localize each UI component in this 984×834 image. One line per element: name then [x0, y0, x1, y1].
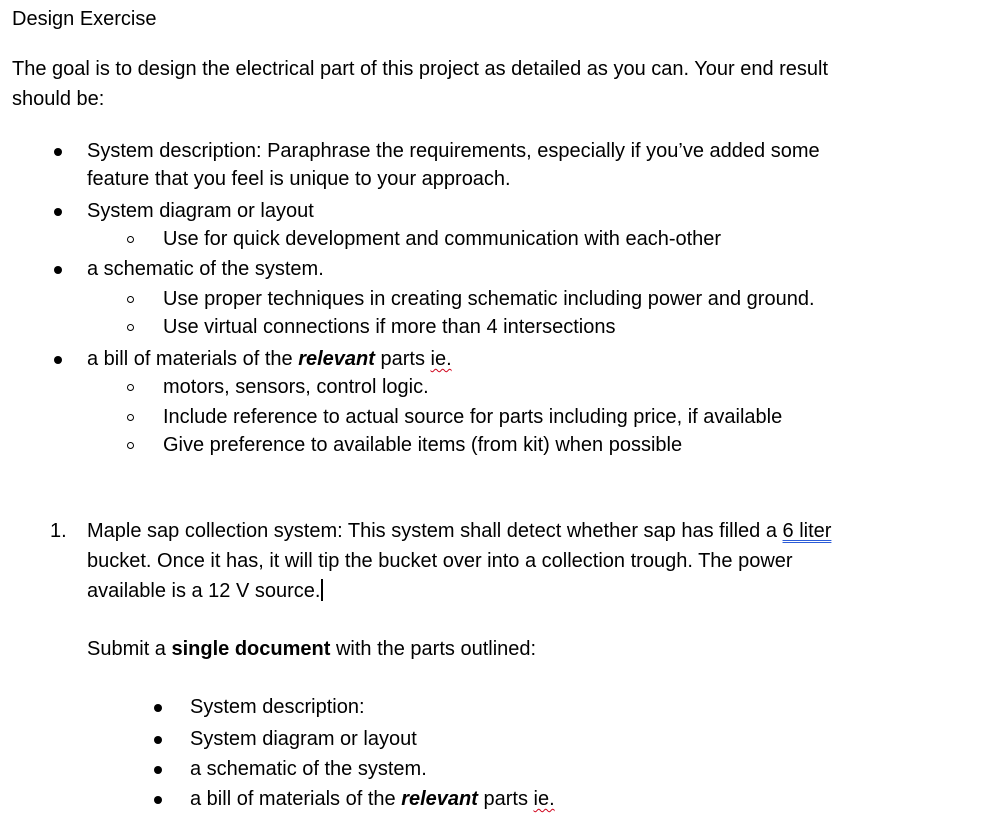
task-line-2: bucket. Once it has, it will tip the bucket over into a collection trough. The power — [87, 550, 793, 572]
sub-bullet-icon — [127, 324, 134, 331]
bullet-icon — [54, 356, 62, 364]
checklist-item-1: System description: — [190, 696, 365, 718]
task-line-1 — [87, 517, 831, 545]
checklist-item-4-prefix: a bill of materials of the — [190, 788, 402, 810]
outline-item-4-prefix: a bill of materials of the — [87, 348, 299, 370]
outline-item-4-sub-1: motors, sensors, control logic. — [163, 376, 429, 398]
submit-suffix: with the parts outlined: — [330, 638, 537, 660]
text-cursor — [321, 579, 323, 601]
spelling-flag-ie[interactable]: ie. — [430, 348, 452, 370]
checklist-item-4-emphasis: relevant — [401, 788, 478, 810]
intro-line-2: should be: — [12, 88, 105, 110]
sub-bullet-icon — [127, 442, 134, 449]
sub-bullet-icon — [127, 236, 134, 243]
submit-instruction — [87, 635, 536, 663]
bullet-icon — [154, 766, 162, 774]
outline-item-1-line-1: System description: Paraphrase the requirements, especially if you’ve added some — [87, 140, 820, 162]
sub-bullet-icon — [127, 296, 134, 303]
outline-item-1-line-2: feature that you feel is unique to your approach. — [87, 168, 511, 190]
checklist-item-2: System diagram or layout — [190, 728, 417, 750]
outline-item-4-middle: parts — [374, 348, 431, 370]
outline-item-2: System diagram or layout — [87, 200, 314, 222]
checklist-item-4-middle: parts — [477, 788, 534, 810]
checklist-item-3: a schematic of the system. — [190, 758, 427, 780]
outline-item-4-sub-3: Give preference to available items (from kit) when possible — [163, 434, 683, 456]
bullet-icon — [54, 266, 62, 274]
task-line-3[interactable] — [87, 577, 323, 605]
bullet-icon — [154, 796, 162, 804]
submit-prefix: Submit a — [87, 638, 172, 660]
task-line-3-text: available is a 12 V source. — [87, 580, 321, 602]
task-number: 1. — [50, 520, 67, 542]
outline-item-3: a schematic of the system. — [87, 258, 324, 280]
bullet-icon — [54, 208, 62, 216]
sub-bullet-icon — [127, 384, 134, 391]
outline-item-4 — [87, 345, 452, 373]
checklist-item-4 — [190, 785, 555, 813]
outline-item-3-sub-1: Use proper techniques in creating schematic including power and ground. — [163, 288, 815, 310]
outline-item-4-emphasis: relevant — [298, 348, 375, 370]
task-line-1-text: Maple sap collection system: This system shall detect whether sap has filled a — [87, 520, 783, 542]
bullet-icon — [54, 148, 62, 156]
document-title: Design Exercise — [12, 8, 157, 30]
outline-item-2-sub-1: Use for quick development and communication with each-other — [163, 228, 722, 250]
intro-line-1: The goal is to design the electrical part of this project as detailed as you can. Your end result — [12, 58, 829, 80]
outline-item-4-sub-2: Include reference to actual source for parts including price, if available — [163, 406, 783, 428]
bullet-icon — [154, 736, 162, 744]
sub-bullet-icon — [127, 414, 134, 421]
outline-item-3-sub-2: Use virtual connections if more than 4 intersections — [163, 316, 616, 338]
spelling-flag-ie[interactable]: ie. — [533, 788, 555, 810]
grammar-flag-6-liter[interactable]: 6 liter — [782, 520, 832, 542]
submit-emphasis: single document — [171, 638, 331, 660]
bullet-icon — [154, 704, 162, 712]
